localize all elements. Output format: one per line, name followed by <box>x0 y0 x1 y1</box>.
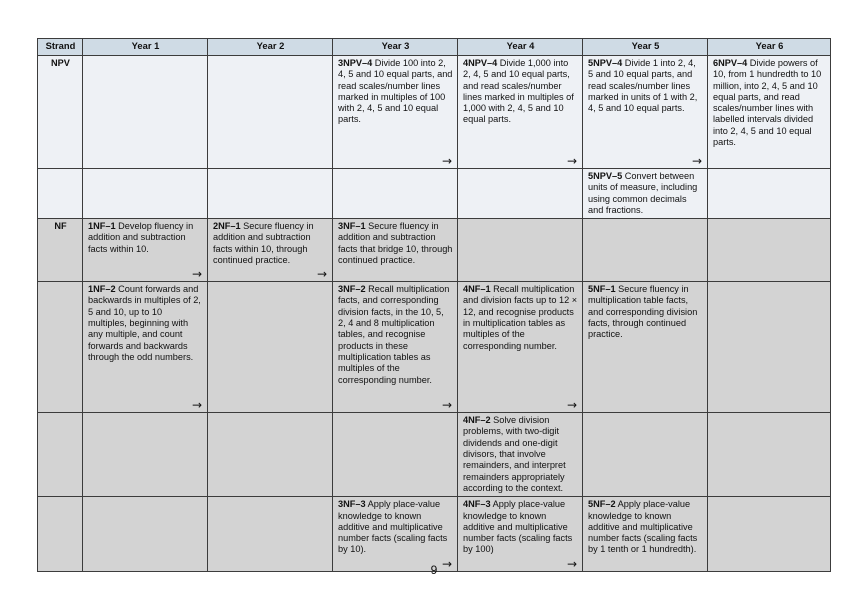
criterion-code: 3NPV–4 <box>338 58 373 68</box>
criterion-text: Count forwards and backwards in multiples of 2, 5 and 10, up to 10 multiples, beginning with any multiple, and count forwards and backwards through the odd numbers. <box>88 284 201 362</box>
empty-cell <box>333 413 458 497</box>
empty-cell <box>333 169 458 219</box>
empty-cell <box>708 219 831 282</box>
header-strand: Strand <box>38 39 83 56</box>
table-row <box>38 282 831 413</box>
criterion-code: 3NF–1 <box>338 221 366 232</box>
empty-cell <box>208 413 333 497</box>
criterion-code: 4NF–2 <box>463 415 491 426</box>
criterion-code: 1NF–2 <box>88 284 116 295</box>
criterion-cell <box>583 282 708 413</box>
empty-cell <box>208 56 333 169</box>
table-row <box>38 169 831 219</box>
criterion-text: Divide 100 into 2, 4, 5 and 10 equal parts, and read scales/number lines marked in multiples of 100 with 2, 4, 5 and 10 equal parts. <box>338 58 453 125</box>
header-year-4: Year 4 <box>458 39 583 56</box>
criterion-text: Recall multiplication facts, and corresponding division facts, in the 10, 5, 2, 4 and 8 multiplication tables, and recognise products in these multiplication tables as multiples of the corresponding number. <box>338 284 450 385</box>
criterion-cell <box>333 497 458 572</box>
empty-cell <box>583 413 708 497</box>
header-year-1: Year 1 <box>83 39 208 56</box>
header-year-6: Year 6 <box>708 39 831 56</box>
strand-label-npv: NPV <box>38 56 83 169</box>
table-row <box>38 413 831 497</box>
criterion-cell <box>333 282 458 413</box>
empty-cell <box>83 497 208 572</box>
criterion-code: 4NPV–4 <box>463 58 498 68</box>
progression-table <box>37 38 831 572</box>
criterion-cell <box>333 219 458 282</box>
table-row <box>38 219 831 282</box>
empty-cell <box>708 413 831 497</box>
criterion-cell <box>458 497 583 572</box>
arrow-right-icon: → <box>441 154 452 168</box>
criterion-cell <box>708 56 831 169</box>
criterion-text: Secure fluency in multiplication table facts, and corresponding division facts, through continued practice. <box>588 284 698 340</box>
header-year-3: Year 3 <box>333 39 458 56</box>
criterion-cell <box>83 219 208 282</box>
criterion-code: 4NF–3 <box>463 499 491 510</box>
criterion-cell <box>83 282 208 413</box>
criterion-text: Recall multiplication and division facts up to 12 × 12, and recognise products in multiplication tables as multiples of the corresponding number. <box>463 284 578 351</box>
criterion-text: Secure fluency in addition and subtraction facts that bridge 10, through continued practice. <box>338 221 453 266</box>
criterion-code: 3NF–3 <box>338 499 366 510</box>
criterion-cell <box>583 169 708 219</box>
empty-cell <box>38 497 83 572</box>
criterion-code: 5NF–2 <box>588 499 616 510</box>
arrow-right-icon: → <box>191 267 202 282</box>
criterion-cell <box>458 413 583 497</box>
arrow-right-icon: → <box>691 154 702 168</box>
criterion-cell <box>583 497 708 572</box>
empty-cell <box>208 282 333 413</box>
empty-cell <box>458 219 583 282</box>
empty-cell <box>708 497 831 572</box>
empty-cell <box>208 497 333 572</box>
criterion-text: Divide 1 into 2, 4, 5 and 10 equal parts, and read scales/number lines marked in units of 1 with 2, 4, 5 and 10 equal parts. <box>588 58 698 114</box>
criterion-text: Apply place-value knowledge to known additive and multiplicative number facts (scaling facts by 1 tenth or 1 hundredth). <box>588 499 698 555</box>
strand-label-nf: NF <box>38 219 83 282</box>
arrow-right-icon: → <box>566 154 577 168</box>
page-number: 9 <box>430 563 438 577</box>
criterion-code: 5NPV–4 <box>588 58 623 68</box>
empty-cell <box>208 169 333 219</box>
criterion-code: 5NF–1 <box>588 284 616 295</box>
criterion-text: Apply place-value knowledge to known additive and multiplicative number facts (scaling facts by 10). <box>338 499 448 555</box>
empty-cell <box>708 169 831 219</box>
empty-cell <box>83 413 208 497</box>
empty-cell <box>708 282 831 413</box>
empty-cell <box>458 169 583 219</box>
criterion-text: Apply place-value knowledge to known additive and multiplicative number facts (scaling facts by 100) <box>463 499 573 555</box>
criterion-cell <box>458 56 583 169</box>
criterion-text: Secure fluency in addition and subtraction facts within 10, through continued practice. <box>213 221 314 266</box>
arrow-right-icon: → <box>566 557 577 572</box>
empty-cell <box>38 282 83 413</box>
arrow-right-icon: → <box>441 557 452 572</box>
criterion-cell <box>458 282 583 413</box>
table-row <box>38 497 831 572</box>
empty-cell <box>38 169 83 219</box>
criterion-code: 5NPV–5 <box>588 171 623 181</box>
criterion-cell <box>333 56 458 169</box>
criterion-text: Develop fluency in addition and subtraction facts within 10. <box>88 221 194 254</box>
criterion-code: 3NF–2 <box>338 284 366 295</box>
criterion-text: Divide powers of 10, from 1 hundredth to 10 million, into 2, 4, 5 and 10 equal parts, and read scales/number lines with labelled intervals divided into 2, 4, 5 and 10 equal parts. <box>713 58 822 148</box>
header-year-5: Year 5 <box>583 39 708 56</box>
criterion-code: 6NPV–4 <box>713 58 748 68</box>
criterion-code: 1NF–1 <box>88 221 116 232</box>
empty-cell <box>83 169 208 219</box>
criterion-code: 4NF–1 <box>463 284 491 295</box>
criterion-text: Convert between units of measure, including using common decimals and fractions. <box>588 171 698 215</box>
empty-cell <box>83 56 208 169</box>
header-row <box>38 39 831 56</box>
arrow-right-icon: → <box>441 398 452 413</box>
arrow-right-icon: → <box>316 267 327 282</box>
table-row <box>38 56 831 169</box>
header-year-2: Year 2 <box>208 39 333 56</box>
criterion-text: Solve division problems, with two-digit dividends and one-digit divisors, that involve remainders, and interpret remainders appropriately according to the context. <box>463 415 566 493</box>
criterion-text: Divide 1,000 into 2, 4, 5 and 10 equal parts, and read scales/number lines marked in multiples of 1,000 with 2, 4, 5 and 10 equal parts. <box>463 58 574 125</box>
criterion-cell <box>208 219 333 282</box>
arrow-right-icon: → <box>566 398 577 413</box>
criterion-code: 2NF–1 <box>213 221 241 232</box>
criterion-cell <box>583 56 708 169</box>
arrow-right-icon: → <box>191 398 202 413</box>
empty-cell <box>583 219 708 282</box>
empty-cell <box>38 413 83 497</box>
